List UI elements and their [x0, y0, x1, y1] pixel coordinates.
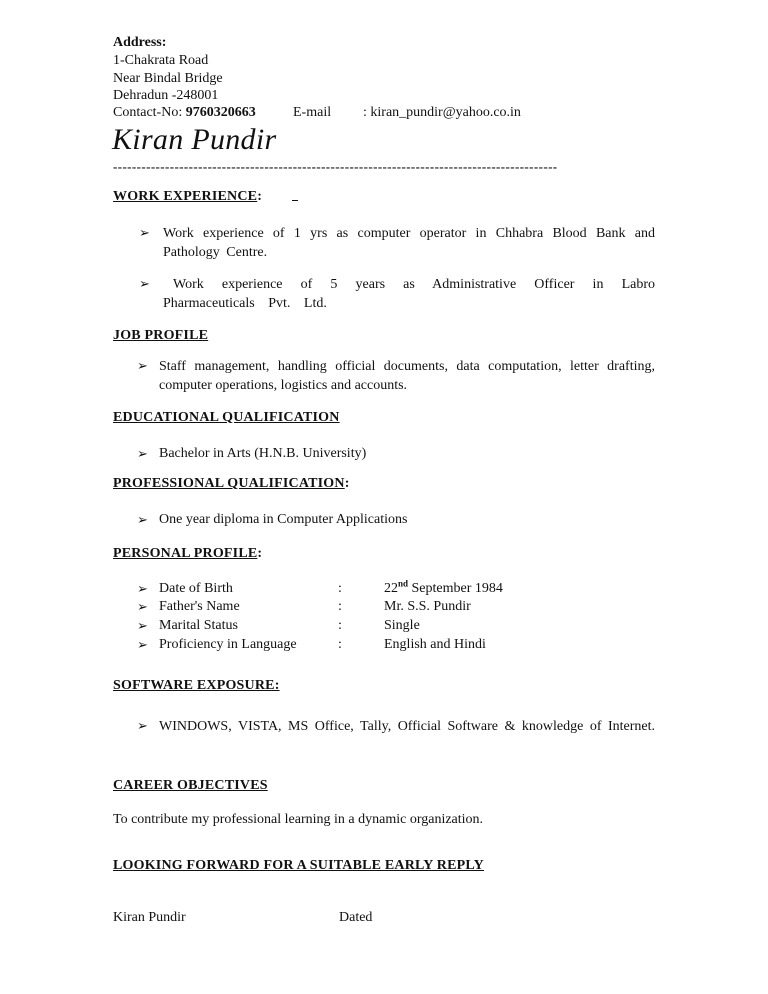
dob-label: Date of Birth: [159, 581, 233, 596]
work-experience-heading: WORK EXPERIENCE: [113, 189, 258, 204]
email-address: : kiran_pundir@yahoo.co.in: [363, 105, 521, 120]
candidate-name: Kiran Pundir: [112, 123, 277, 156]
job-profile-heading: JOB PROFILE: [113, 328, 209, 343]
career-text: To contribute my professional learning in a dynamic organization.: [113, 812, 484, 827]
bullet-arrow-icon: ➢: [137, 599, 148, 614]
software-item: WINDOWS, VISTA, MS Office, Tally, Official Software & knowledge of Internet.: [159, 719, 656, 734]
bullet-arrow-icon: ➢: [137, 512, 148, 527]
address-line-3: Dehradun -248001: [113, 88, 219, 103]
address-line-2: Near Bindal Bridge: [113, 71, 223, 86]
work-item-2: Work experience of 5 years as Administrative Officer in Labro Pharmaceuticals Pvt. Ltd.: [163, 277, 655, 311]
contact-label: Contact-No:: [113, 105, 183, 120]
software-heading: SOFTWARE EXPOSURE:: [113, 678, 280, 693]
personal-heading-row: [113, 545, 262, 563]
job-profile-item: Staff management, handling official documents, data computation, letter drafting, computer operations, logistics and accounts.: [159, 359, 655, 393]
education-item: Bachelor in Arts (H.N.B. University): [159, 446, 367, 461]
professional-heading: PROFESSIONAL QUALIFICATION: [113, 476, 345, 491]
contact-row: [113, 104, 256, 122]
dob-value: [384, 580, 503, 598]
dated-label: Dated: [339, 910, 373, 925]
language-value: English and Hindi: [384, 637, 486, 652]
professional-heading-row: [113, 475, 349, 493]
dob-suffix: nd: [398, 578, 409, 589]
bullet-arrow-icon: ➢: [137, 718, 148, 733]
heading-colon: :: [257, 189, 262, 204]
heading-colon: :: [344, 476, 350, 491]
language-separator: :: [338, 637, 342, 652]
bullet-arrow-icon: ➢: [139, 225, 150, 240]
marital-status-value: Single: [384, 618, 420, 633]
heading-colon: :: [257, 546, 263, 561]
separator-line: ----------------------------------------------------------------------------------------------: [113, 159, 558, 174]
career-heading: CAREER OBJECTIVES: [113, 778, 268, 793]
address-label: Address:: [113, 35, 167, 50]
dob-day: 22: [384, 581, 398, 596]
bullet-arrow-icon: ➢: [137, 618, 148, 633]
address-line-1: 1-Chakrata Road: [113, 53, 209, 68]
professional-item: One year diploma in Computer Applications: [159, 512, 408, 527]
signature-name: Kiran Pundir: [113, 910, 186, 925]
work-item-1: Work experience of 1 yrs as computer operator in Chhabra Blood Bank and Pathology Centre.: [163, 226, 655, 260]
underline-mark: [292, 186, 298, 201]
bullet-arrow-icon: ➢: [139, 276, 150, 291]
personal-heading: PERSONAL PROFILE: [113, 546, 258, 561]
father-name-separator: :: [338, 599, 342, 614]
marital-status-separator: :: [338, 618, 342, 633]
marital-status-label: Marital Status: [159, 618, 238, 633]
language-label: Proficiency in Language: [159, 637, 297, 652]
dob-month-year: September 1984: [408, 581, 503, 596]
dob-separator: :: [338, 581, 342, 596]
phone-number: 9760320663: [185, 105, 256, 120]
bullet-arrow-icon: ➢: [137, 637, 148, 652]
email-label: E-mail: [293, 105, 332, 120]
bullet-arrow-icon: ➢: [137, 358, 148, 373]
bullet-arrow-icon: ➢: [137, 446, 148, 461]
work-experience-heading-row: [113, 188, 262, 206]
father-name-value: Mr. S.S. Pundir: [384, 599, 471, 614]
bullet-arrow-icon: ➢: [137, 581, 148, 596]
education-heading: EDUCATIONAL QUALIFICATION: [113, 410, 340, 425]
closing-heading: LOOKING FORWARD FOR A SUITABLE EARLY REPLY: [113, 858, 484, 873]
father-name-label: Father's Name: [159, 599, 240, 614]
